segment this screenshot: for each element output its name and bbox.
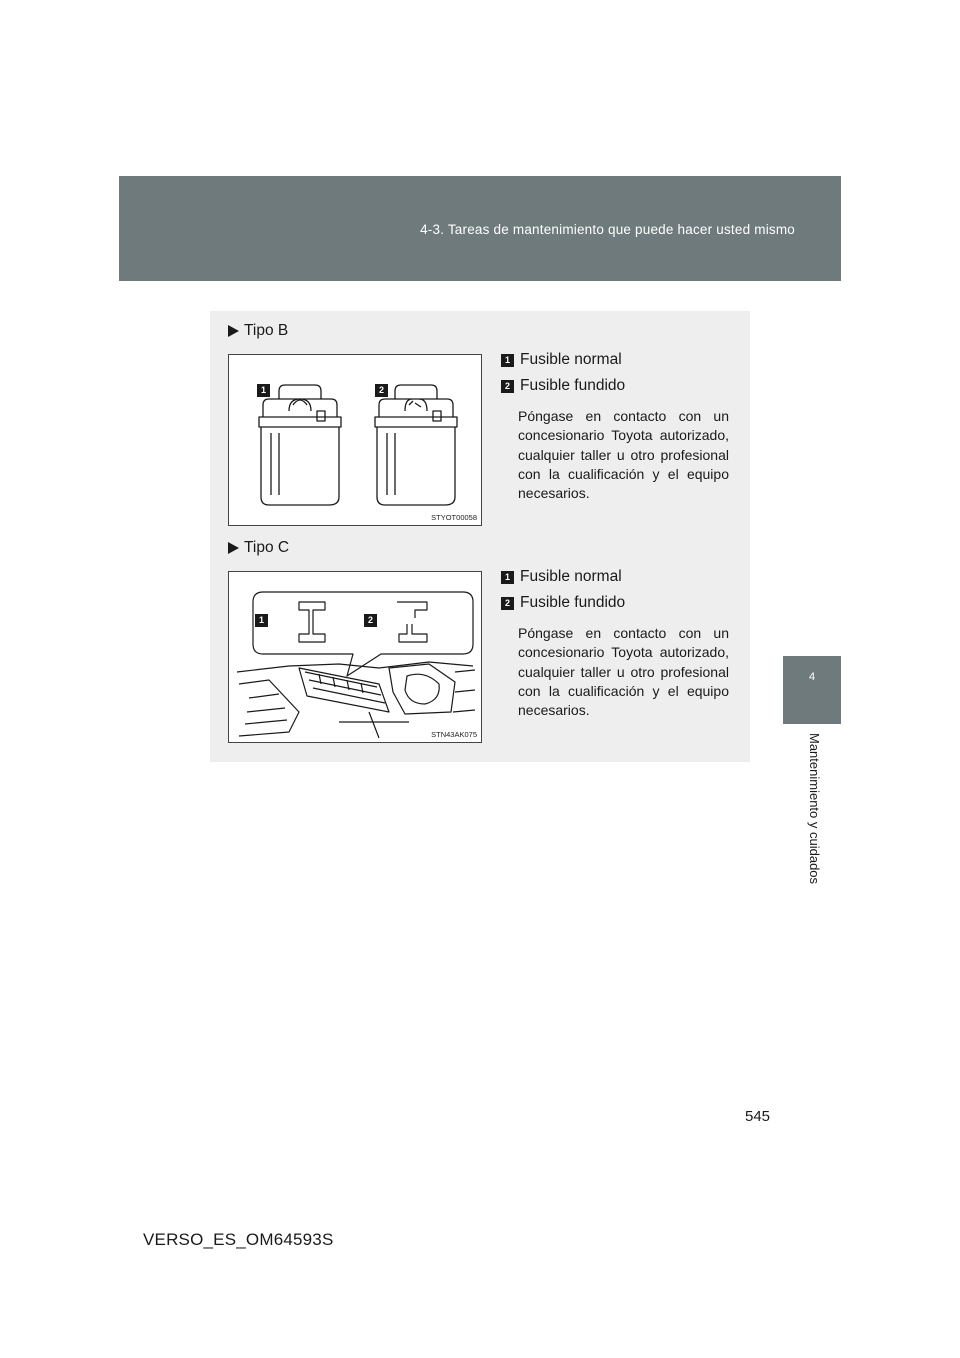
legend-badge-1: 1 xyxy=(501,354,514,367)
type-c-fuse-illustration xyxy=(228,571,482,743)
fuse-types-panel xyxy=(210,311,750,762)
type-b-heading-text: Tipo B xyxy=(244,322,289,339)
legend-label: Fusible fundido xyxy=(520,594,626,611)
type-b-fuse-illustration xyxy=(228,354,482,526)
figure-badge-2: 2 xyxy=(375,384,388,397)
type-b-legend xyxy=(501,347,729,503)
legend-item-normal-fuse xyxy=(501,564,729,590)
page-number: 545 xyxy=(745,1108,771,1125)
document-code: VERSO_ES_OM64593S xyxy=(143,1230,334,1249)
legend-label: Fusible normal xyxy=(520,351,622,368)
type-b-heading xyxy=(228,322,288,340)
legend-badge-2: 2 xyxy=(501,380,514,393)
section-title: 4-3. Tareas de mantenimiento que puede hacer usted mismo xyxy=(420,222,795,237)
type-c-heading xyxy=(228,539,289,557)
legend-item-blown-fuse xyxy=(501,590,729,616)
legend-item-normal-fuse xyxy=(501,347,729,373)
type-c-note: Póngase en contacto con un concesionario Toyota autorizado, cualquier taller u otro profesional con la cualificación y el equipo necesarios. xyxy=(518,625,729,719)
legend-item-blown-fuse xyxy=(501,373,729,399)
legend-badge-1: 1 xyxy=(501,571,514,584)
legend-label: Fusible normal xyxy=(520,568,622,585)
chapter-number: 4 xyxy=(808,671,816,683)
type-b-fuse-drawing xyxy=(229,355,481,525)
legend-badge-2: 2 xyxy=(501,597,514,610)
triangle-bullet-icon xyxy=(228,542,239,554)
figure-badge-1: 1 xyxy=(255,614,268,627)
chapter-label: Mantenimiento y cuidados xyxy=(807,733,822,885)
type-c-fuse-drawing xyxy=(229,572,481,742)
figure-badge-2: 2 xyxy=(364,614,377,627)
type-c-heading-text: Tipo C xyxy=(244,539,290,556)
figure-badge-1: 1 xyxy=(257,384,270,397)
legend-label: Fusible fundido xyxy=(520,377,626,394)
chapter-tab xyxy=(783,656,841,724)
section-header xyxy=(119,176,841,281)
type-b-note: Póngase en contacto con un concesionario Toyota autorizado, cualquier taller u otro profesional con la cualificación y el equipo necesarios. xyxy=(518,408,729,502)
type-c-legend xyxy=(501,564,729,720)
triangle-bullet-icon xyxy=(228,325,239,337)
figure-code: STN43AK075 xyxy=(431,730,477,739)
figure-code: STYOT00058 xyxy=(431,513,477,522)
